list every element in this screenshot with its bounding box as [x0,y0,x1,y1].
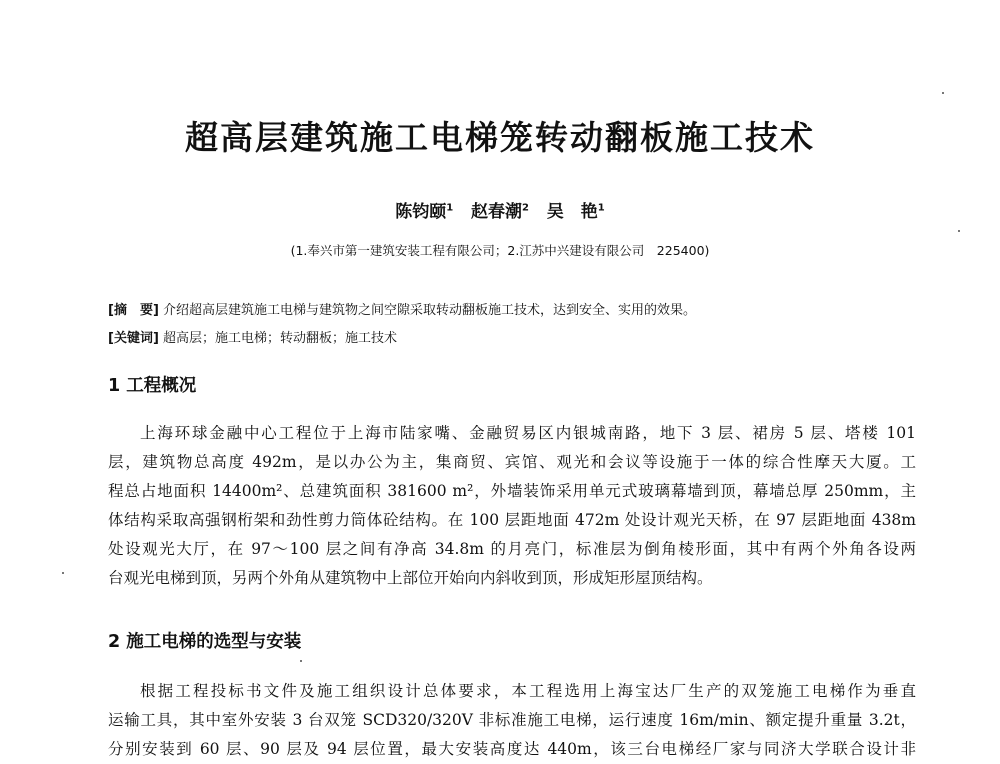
text-line: 处设观光大厅，在 97～100 层之间有净高 34.8m 的月亮门，标准层为倒角棱形面，其中有两个外角各设两 [108,540,916,558]
author-name: 赵春潮 [471,202,523,222]
section-heading: 1 工程概况 [108,376,197,396]
author-mark: 1 [597,202,605,214]
section-1-body [108,419,916,593]
text-line: 运输工具，其中室外安装 3 台双笼 SCD320/320V 非标准施工电梯，运行速度 16m/min、额定提升重量 3.2t， [108,711,916,729]
affiliation: (1.奉兴市第一建筑安装工程有限公司；2.江苏中兴建设有限公司 225400) [290,243,710,258]
author-name: 吴 艳 [546,202,598,222]
text-line: 上海环球金融中心工程位于上海市陆家嘴、金融贸易区内银城南路，地下 3 层、裙房 5 层、塔楼 101 [140,424,916,442]
text-line: 程总占地面积 14400m²、总建筑面积 381600 m²，外墙装饰采用单元式玻璃幕墙到顶，幕墙总厚 250mm，主 [108,482,916,500]
section-2-body [108,677,916,764]
keywords-text: 超高层；施工电梯；转动翻板；施工技术 [163,331,398,346]
section-heading: 2 施工电梯的选型与安装 [108,632,302,652]
author-name: 陈钧颐 [395,202,447,222]
scan-speck [300,660,302,662]
text-line: 台观光电梯到顶，另两个外角从建筑物中上部位开始向内斜收到顶，形成矩形屋顶结构。 [108,569,713,587]
keywords-label: [关键词] [108,331,159,346]
text-line: 根据工程投标书文件及施工组织设计总体要求，本工程选用上海宝达厂生产的双笼施工电梯作为垂直 [140,682,916,700]
scan-speck [62,572,64,574]
text-line: 层，建筑物总高度 492m，是以办公为主，集商贸、宾馆、观光和会议等设施于一体的综合性摩天大厦。工 [108,453,916,471]
author-line [0,197,1000,222]
author-mark: 1 [446,202,454,214]
abstract-text: 介绍超高层建筑施工电梯与建筑物之间空隙采取转动翻板施工技术，达到安全、实用的效果。 [163,303,697,318]
keywords [108,327,928,346]
scan-speck [958,230,960,232]
author-mark: 2 [522,202,529,214]
abstract-label: [摘 要] [108,303,159,318]
text-line: 分别安装到 60 层、90 层及 94 层位置，最大安装高度达 440m，该三台电梯经厂家与同济大学联合设计非 [108,740,916,758]
paper-title: 超高层建筑施工电梯笼转动翻板施工技术 [185,118,815,157]
scan-speck [942,92,944,94]
text-line: 体结构采取高强钢桁架和劲性剪力筒体砼结构。在 100 层距地面 472m 处设计观光天桥，在 97 层距地面 438m [108,511,916,529]
abstract [108,299,928,318]
